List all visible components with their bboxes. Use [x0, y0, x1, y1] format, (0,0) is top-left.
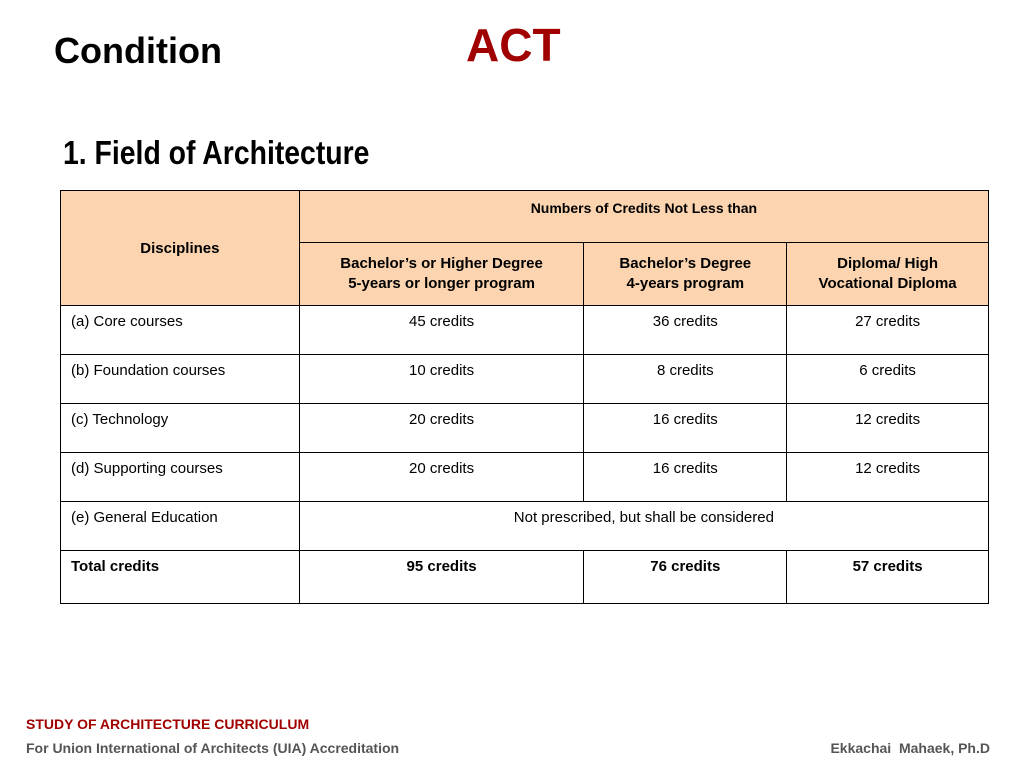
column-header-line: Bachelor’s or Higher Degree	[340, 255, 543, 272]
footer-study-title: STUDY OF ARCHITECTURE CURRICULUM	[26, 716, 310, 732]
table-row	[61, 306, 989, 355]
credit-cell: 6 credits	[787, 355, 989, 404]
act-title: ACT	[466, 19, 561, 71]
discipline-cell: (a) Core courses	[61, 306, 300, 355]
table-row	[61, 453, 989, 502]
column-header-bachelor	[584, 243, 787, 306]
table-row-general-education	[61, 502, 989, 551]
credit-cell: 36 credits	[584, 306, 787, 355]
column-header-line: Bachelor’s Degree	[619, 255, 752, 272]
credit-cell: 27 credits	[787, 306, 989, 355]
table-header-row	[61, 191, 989, 243]
credit-cell: 16 credits	[584, 453, 787, 502]
footer-author: Ekkachai Mahaek, Ph.D	[830, 740, 990, 756]
credit-cell: 20 credits	[299, 404, 584, 453]
table-row	[61, 404, 989, 453]
discipline-cell: (c) Technology	[61, 404, 300, 453]
discipline-cell: (e) General Education	[61, 502, 300, 551]
table-row-total	[61, 551, 989, 604]
column-header-line: Diploma/ High	[837, 255, 939, 272]
total-label: Total credits	[61, 551, 300, 604]
discipline-cell: (b) Foundation courses	[61, 355, 300, 404]
credit-cell: 8 credits	[584, 355, 787, 404]
credit-cell: 45 credits	[299, 306, 584, 355]
condition-title: Condition	[54, 30, 222, 71]
column-header-bachelor-higher	[299, 243, 584, 306]
credit-cell: 12 credits	[787, 453, 989, 502]
credit-cell: 10 credits	[299, 355, 584, 404]
credit-cell: 20 credits	[299, 453, 584, 502]
column-header-diploma	[787, 243, 989, 306]
column-header-line: 5-years or longer program	[348, 275, 535, 292]
footer-accreditation: For Union International of Architects (UIA) Accreditation	[26, 740, 400, 756]
credits-table	[60, 190, 989, 604]
disciplines-header: Disciplines	[61, 191, 300, 306]
credit-cell: 12 credits	[787, 404, 989, 453]
general-education-note: Not prescribed, but shall be considered	[299, 502, 988, 551]
column-header-line: 4-years program	[626, 275, 745, 292]
column-header-line: Vocational Diploma	[818, 275, 957, 292]
total-cell: 76 credits	[584, 551, 787, 604]
credits-group-header: Numbers of Credits Not Less than	[299, 191, 988, 243]
discipline-cell: (d) Supporting courses	[61, 453, 300, 502]
table-row	[61, 355, 989, 404]
section-title: 1. Field of Architecture	[63, 134, 370, 171]
total-cell: 57 credits	[787, 551, 989, 604]
credit-cell: 16 credits	[584, 404, 787, 453]
total-cell: 95 credits	[299, 551, 584, 604]
